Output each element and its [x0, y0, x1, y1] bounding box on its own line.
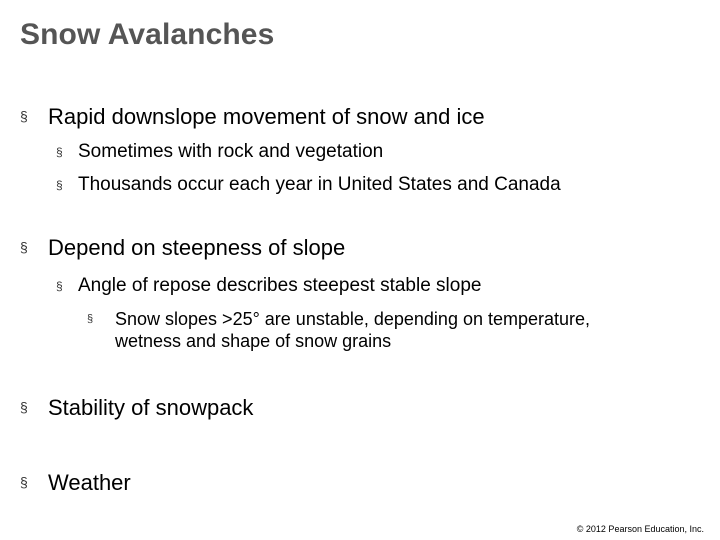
bullet-text: Weather: [48, 470, 131, 495]
bullet-marker-icon: §: [20, 474, 28, 490]
bullet-marker-icon: §: [56, 178, 63, 192]
sub-bullet-text: Thousands occur each year in United States and Canada: [78, 174, 561, 195]
bullet-marker-icon: §: [87, 313, 94, 325]
copyright-footer: © 2012 Pearson Education, Inc.: [576, 524, 704, 534]
bullet-marker-icon: §: [20, 399, 28, 415]
sub-sub-bullet-text: Snow slopes >25° are unstable, depending on temperature, wetness and shape of snow grains: [115, 309, 591, 351]
bullet-text: Depend on steepness of slope: [48, 235, 346, 260]
slide-title: Snow Avalanches: [20, 18, 275, 51]
bullet-marker-icon: §: [56, 145, 63, 159]
sub-bullet-item: [56, 141, 383, 164]
sub-bullet-item: [56, 174, 561, 197]
sub-bullet-item: [56, 275, 481, 298]
bullet-item: [20, 104, 485, 130]
bullet-marker-icon: §: [56, 279, 63, 293]
bullet-item: [20, 235, 345, 261]
sub-bullet-text: Angle of repose describes steepest stable slope: [78, 275, 482, 296]
sub-bullet-text: Sometimes with rock and vegetation: [78, 141, 384, 162]
bullet-marker-icon: §: [20, 239, 28, 255]
bullet-marker-icon: §: [20, 108, 28, 124]
sub-sub-bullet-item: [87, 309, 615, 352]
bullet-item: [20, 470, 131, 496]
bullet-text: Stability of snowpack: [48, 395, 254, 420]
bullet-text: Rapid downslope movement of snow and ice: [48, 104, 485, 129]
bullet-item: [20, 395, 253, 421]
